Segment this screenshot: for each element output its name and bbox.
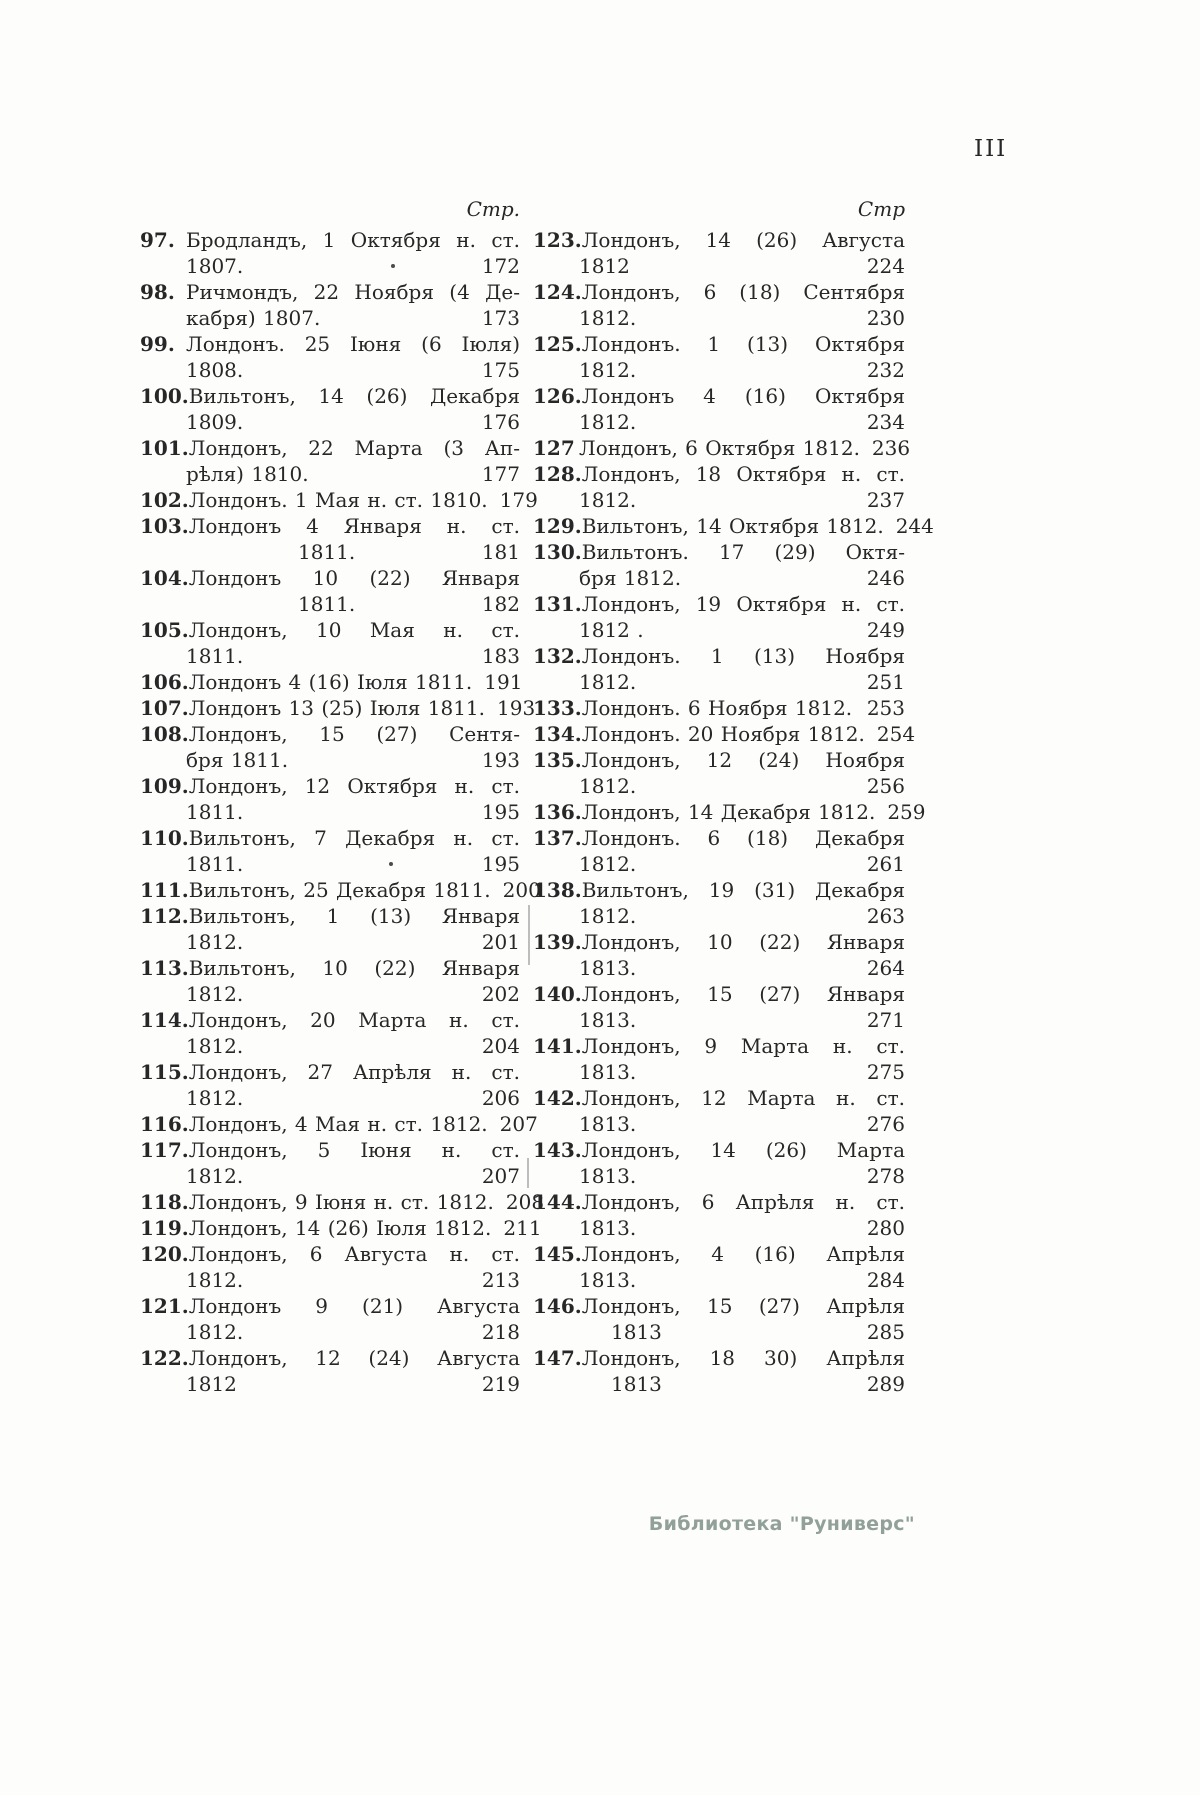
entry-page-ref: 230	[866, 306, 905, 330]
toc-entry-line	[533, 1163, 905, 1189]
toc-entry-line	[140, 591, 520, 617]
entry-page-ref: 204	[481, 1034, 520, 1058]
entry-text: кабря) 1807.	[186, 306, 321, 330]
entry-page-ref: 195	[481, 800, 520, 824]
entry-text: 1812.	[579, 904, 637, 928]
toc-entry-line	[140, 747, 520, 773]
toc-entry-line	[140, 903, 520, 929]
toc-entry-line	[533, 981, 905, 1007]
toc-entry-line	[533, 409, 905, 435]
entry-text: 1812	[186, 1372, 237, 1396]
entry-number: 133.	[533, 696, 582, 720]
toc-entry-line	[140, 773, 520, 799]
toc-entry-line	[533, 903, 905, 929]
entry-page-ref: 234	[866, 410, 905, 434]
toc-entry-line	[533, 747, 905, 773]
toc-column-left	[140, 196, 545, 1397]
entry-text: Вильтонъ. 17 (29) Октя-	[581, 540, 905, 564]
entry-page-ref: 206	[481, 1086, 520, 1110]
entry-number: 120.	[140, 1242, 189, 1266]
entry-text: Лондонъ, 12 (24) Ноября	[581, 748, 905, 772]
entry-text: Лондонъ, 5 Іюня н. ст.	[188, 1138, 520, 1162]
entry-text: Лондонъ, 12 Октября н. ст.	[188, 774, 520, 798]
toc-entry-line	[533, 253, 905, 279]
entry-text: 1813	[611, 1320, 662, 1344]
toc-entry-line	[533, 1033, 905, 1059]
entry-text: Лондонъ, 12 (24) Августа	[188, 1346, 520, 1370]
entry-text: Ричмондъ, 22 Ноября (4 Де-	[186, 280, 520, 304]
entry-number: 102.	[140, 488, 189, 512]
entry-text: Лондонъ, 4 Мая н. ст. 1812.	[188, 1112, 488, 1136]
entry-text: Лондонъ 13 (25) Іюля 1811.	[188, 696, 486, 720]
entry-page-ref: 211	[503, 1216, 542, 1240]
toc-entry-line	[140, 1241, 520, 1267]
entry-text: Лондонъ, 6 Апрѣля н. ст.	[581, 1190, 905, 1214]
entry-number: 147.	[533, 1346, 582, 1370]
entry-page-ref: 191	[484, 670, 523, 694]
entry-number: 132.	[533, 644, 582, 668]
entry-text: рѣля) 1810.	[186, 462, 309, 486]
entry-text: 1812.	[186, 1268, 244, 1292]
toc-entry-line	[533, 357, 905, 383]
entry-number: 127	[533, 436, 575, 460]
toc-entry-line	[140, 487, 538, 513]
entry-page-ref: 179	[499, 488, 538, 512]
entry-number: 105.	[140, 618, 189, 642]
toc-entry-line	[140, 1371, 520, 1397]
entry-page-ref: 246	[866, 566, 905, 590]
entry-text: Лондонъ, 15 (27) Сентя-	[188, 722, 520, 746]
entry-number: 103.	[140, 514, 189, 538]
toc-entry-line	[533, 331, 905, 357]
entry-text: Лондонъ, 22 Марта (3 Ап-	[188, 436, 520, 460]
entry-number: 97.	[140, 228, 175, 252]
library-watermark: Библиотека "Руниверс"	[648, 1513, 915, 1535]
entry-number: 126.	[533, 384, 582, 408]
entry-number: 99.	[140, 332, 175, 356]
entry-number: 122.	[140, 1346, 189, 1370]
toc-entry-line	[533, 1371, 905, 1397]
entry-page-ref: 244	[895, 514, 934, 538]
toc-entry-line	[533, 279, 905, 305]
toc-entry-line	[140, 513, 520, 539]
toc-entry-line	[140, 1085, 520, 1111]
toc-entry-line	[140, 669, 523, 695]
entry-text: Лондонъ. 1 (13) Ноября	[581, 644, 905, 668]
toc-entry-line	[533, 435, 911, 461]
toc-entry-line	[533, 669, 905, 695]
toc-entry-line	[533, 1189, 905, 1215]
toc-entry-line	[533, 227, 905, 253]
toc-entry-line	[533, 721, 916, 747]
entry-number: 98.	[140, 280, 175, 304]
entry-number: 144.	[533, 1190, 582, 1214]
entry-number: 129.	[533, 514, 582, 538]
entry-page-ref: 183	[481, 644, 520, 668]
entry-page-ref: 236	[871, 436, 911, 460]
entry-number: 140.	[533, 982, 582, 1006]
entry-number: 119.	[140, 1216, 189, 1240]
entry-text: Лондонъ 4 (16) Октября	[581, 384, 905, 408]
toc-entry-line	[533, 695, 905, 721]
toc-entry-line	[140, 253, 520, 279]
toc-entries-left	[140, 227, 545, 1397]
entry-text: 1813.	[579, 956, 637, 980]
entry-text: Лондонъ 4 (16) Іюля 1811.	[188, 670, 473, 694]
entry-text: Лондонъ, 14 (26) Марта	[581, 1138, 905, 1162]
entry-text: Вильтонъ, 1 (13) Января	[188, 904, 520, 928]
toc-entry-line	[533, 773, 905, 799]
entry-page-ref: 182	[481, 592, 520, 616]
entry-text: 1811.	[298, 592, 356, 616]
entry-text: Лондонъ. 6 (18) Декабря	[581, 826, 905, 850]
entry-text: Лондонъ 4 Января н. ст.	[188, 514, 520, 538]
entry-page-ref: 280	[866, 1216, 905, 1240]
entry-page-ref: 254	[876, 722, 916, 746]
toc-entry-line	[140, 643, 520, 669]
entry-number: 143.	[533, 1138, 582, 1162]
entry-text: Лондонъ. 1 (13) Октября	[581, 332, 905, 356]
toc-entry-line	[140, 565, 520, 591]
entry-text: Лондонъ, 14 Декабря 1812.	[581, 800, 876, 824]
entry-text: Лондонъ. 1 Мая н. ст. 1810.	[188, 488, 488, 512]
scan-line-artifact	[527, 1158, 529, 1188]
entry-page-ref: 289	[866, 1372, 905, 1396]
entry-text: Лондонъ 9 (21) Августа	[188, 1294, 520, 1318]
entry-page-ref: 284	[866, 1268, 905, 1292]
entry-number: 112.	[140, 904, 189, 928]
toc-entry-line	[533, 1345, 905, 1371]
entry-number: 117.	[140, 1138, 189, 1162]
toc-entry-line	[140, 461, 520, 487]
toc-entry-line	[533, 1267, 905, 1293]
entry-page-ref: 195	[481, 852, 520, 876]
toc-entry-line	[533, 929, 905, 955]
entry-text: Вильтонъ, 14 (26) Декабря	[188, 384, 520, 408]
entry-text: Лондонъ, 10 Мая н. ст.	[188, 618, 520, 642]
entry-text: Лондонъ. 25 Іюня (6 Іюля)	[186, 332, 520, 356]
toc-entry-line	[533, 461, 905, 487]
toc-entry-line	[140, 955, 520, 981]
entry-number: 137.	[533, 826, 582, 850]
toc-entry-line	[140, 409, 520, 435]
entry-number: 130.	[533, 540, 582, 564]
toc-entry-line	[140, 1293, 520, 1319]
entry-text: бря 1811.	[186, 748, 289, 772]
entry-text: 1812.	[186, 1164, 244, 1188]
toc-entry-line	[140, 1267, 520, 1293]
entry-page-ref: 181	[481, 540, 520, 564]
entry-page-ref: 285	[866, 1320, 905, 1344]
scan-speck	[391, 264, 395, 268]
entry-page-ref: 275	[866, 1060, 905, 1084]
toc-entry-line	[533, 643, 905, 669]
entry-number: 110.	[140, 826, 189, 850]
entry-page-ref: 259	[887, 800, 926, 824]
entry-text: Бродландъ, 1 Октября н. ст.	[186, 228, 520, 252]
entry-text: 1812.	[579, 852, 637, 876]
entry-text: Лондонъ, 14 (26) Августа	[581, 228, 905, 252]
entry-text: 1813	[611, 1372, 662, 1396]
entry-text: Вильтонъ, 10 (22) Января	[188, 956, 520, 980]
toc-entry-line	[533, 825, 905, 851]
entry-text: 1809.	[186, 410, 244, 434]
entry-page-ref: 213	[481, 1268, 520, 1292]
entry-number: 141.	[533, 1034, 582, 1058]
toc-entry-line	[140, 695, 536, 721]
scan-speck	[389, 862, 393, 866]
entry-text: 1812.	[186, 930, 244, 954]
entry-text: 1812.	[579, 488, 637, 512]
entry-text: Лондонъ, 12 Марта н. ст.	[581, 1086, 905, 1110]
entry-text: 1813.	[579, 1112, 637, 1136]
entry-text: Лондонъ, 9 Марта н. ст.	[581, 1034, 905, 1058]
entry-page-ref: 172	[481, 254, 520, 278]
entry-text: Лондонъ, 18 30) Апрѣля	[581, 1346, 905, 1370]
entry-text: Вильтонъ, 25 Декабря 1811.	[188, 878, 491, 902]
entry-text: 1812.	[186, 1320, 244, 1344]
entry-text: Лондонъ, 14 (26) Іюля 1812.	[188, 1216, 492, 1240]
entry-page-ref: 256	[866, 774, 905, 798]
entry-text: 1812.	[579, 670, 637, 694]
entry-number: 124.	[533, 280, 582, 304]
entry-page-ref: 207	[499, 1112, 538, 1136]
entry-text: 1811.	[186, 644, 244, 668]
entry-number: 125.	[533, 332, 582, 356]
entry-text: Лондонъ, 20 Марта н. ст.	[188, 1008, 520, 1032]
entry-number: 104.	[140, 566, 189, 590]
toc-entry-line	[533, 1007, 905, 1033]
toc-entry-line	[140, 227, 520, 253]
entry-page-ref: 271	[866, 1008, 905, 1032]
toc-entry-line	[533, 1085, 905, 1111]
entry-text: Лондонъ, 15 (27) Января	[581, 982, 905, 1006]
entry-page-ref: 201	[481, 930, 520, 954]
toc-entry-line	[140, 1059, 520, 1085]
toc-entry-line	[140, 981, 520, 1007]
entry-page-ref: 263	[866, 904, 905, 928]
toc-entry-line	[140, 1189, 545, 1215]
entry-number: 121.	[140, 1294, 189, 1318]
entry-text: 1812	[579, 254, 630, 278]
page-number-roman: III	[974, 136, 1008, 162]
entry-text: 1812.	[186, 1034, 244, 1058]
toc-entry-line	[533, 565, 905, 591]
toc-entry-line	[533, 1111, 905, 1137]
entry-page-ref: 261	[866, 852, 905, 876]
entry-page-ref: 177	[481, 462, 520, 486]
entry-number: 114.	[140, 1008, 189, 1032]
toc-entry-line	[140, 383, 520, 409]
entry-text: Лондонъ, 19 Октября н. ст.	[581, 592, 905, 616]
entry-page-ref: 200	[502, 878, 541, 902]
entry-text: бря 1812.	[579, 566, 682, 590]
entry-number: 123.	[533, 228, 582, 252]
entry-text: Лондонъ, 27 Апрѣля н. ст.	[188, 1060, 520, 1084]
entry-page-ref: 224	[866, 254, 905, 278]
entry-text: 1812.	[579, 410, 637, 434]
entry-text: 1811.	[186, 800, 244, 824]
entry-number: 139.	[533, 930, 582, 954]
entry-number: 131.	[533, 592, 582, 616]
entry-number: 146.	[533, 1294, 582, 1318]
entry-number: 142.	[533, 1086, 582, 1110]
toc-entry-line	[533, 1319, 905, 1345]
toc-entry-line	[533, 1293, 905, 1319]
entry-page-ref: 278	[866, 1164, 905, 1188]
toc-entry-line	[140, 305, 520, 331]
page-column-header: Стр.	[466, 197, 520, 221]
entry-text: 1812.	[579, 358, 637, 382]
entry-text: Лондонъ 10 (22) Января	[188, 566, 520, 590]
entry-number: 135.	[533, 748, 582, 772]
toc-entry-line	[140, 1345, 520, 1371]
entry-page-ref: 202	[481, 982, 520, 1006]
page-column-header: Стр	[857, 197, 905, 221]
entry-text: Лондонъ, 4 (16) Апрѣля	[581, 1242, 905, 1266]
toc-entry-line	[533, 617, 905, 643]
entry-text: Вильтонъ, 14 Октября 1812.	[581, 514, 884, 538]
toc-entry-line	[533, 305, 905, 331]
toc-entry-line	[533, 1059, 905, 1085]
toc-entry-line	[533, 591, 905, 617]
toc-entry-line	[533, 1215, 905, 1241]
entry-number: 136.	[533, 800, 582, 824]
entry-text: Лондонъ. 6 Ноября 1812.	[581, 696, 853, 720]
toc-entry-line	[140, 617, 520, 643]
entry-number: 101.	[140, 436, 189, 460]
entry-page-ref: 207	[481, 1164, 520, 1188]
toc-entry-line	[533, 1137, 905, 1163]
entry-page-ref: 249	[866, 618, 905, 642]
entry-text: 1812 .	[579, 618, 644, 642]
entry-page-ref: 176	[481, 410, 520, 434]
toc-entry-line	[140, 1007, 520, 1033]
toc-column-right	[533, 196, 934, 1397]
toc-entry-line	[140, 851, 520, 877]
entry-text: Лондонъ. 20 Ноября 1812.	[581, 722, 865, 746]
entry-text: 1813.	[579, 1164, 637, 1188]
entry-number: 109.	[140, 774, 189, 798]
entry-text: Лондонъ, 9 Іюня н. ст. 1812.	[188, 1190, 494, 1214]
entry-page-ref: 173	[481, 306, 520, 330]
entry-number: 107.	[140, 696, 189, 720]
toc-entry-line	[533, 955, 905, 981]
toc-entry-line	[140, 799, 520, 825]
entry-text: Лондонъ, 18 Октября н. ст.	[581, 462, 905, 486]
entry-page-ref: 276	[866, 1112, 905, 1136]
entry-page-ref: 251	[866, 670, 905, 694]
entry-text: Лондонъ, 10 (22) Января	[581, 930, 905, 954]
entry-page-ref: 237	[866, 488, 905, 512]
entry-number: 100.	[140, 384, 189, 408]
toc-entry-line	[140, 877, 541, 903]
toc-entry-line	[533, 799, 926, 825]
entry-text: 1807.	[186, 254, 244, 278]
entry-page-ref: 219	[481, 1372, 520, 1396]
entry-page-ref: 232	[866, 358, 905, 382]
entry-number: 113.	[140, 956, 189, 980]
toc-entry-line	[140, 435, 520, 461]
entry-text: 1813.	[579, 1216, 637, 1240]
toc-entry-line	[533, 383, 905, 409]
entry-page-ref: 193	[497, 696, 536, 720]
toc-entry-line	[140, 721, 520, 747]
entry-number: 108.	[140, 722, 189, 746]
toc-entry-line	[533, 851, 905, 877]
toc-entry-line	[533, 487, 905, 513]
entry-text: 1813.	[579, 1268, 637, 1292]
toc-entry-line	[533, 513, 934, 539]
entry-text: 1812.	[186, 1086, 244, 1110]
entry-text: Лондонъ, 6 Октября 1812.	[579, 436, 860, 460]
toc-entry-line	[140, 1137, 520, 1163]
entry-text: 1813.	[579, 1008, 637, 1032]
toc-entry-line	[140, 825, 520, 851]
entry-page-ref: 253	[866, 696, 905, 720]
entry-number: 138.	[533, 878, 582, 902]
entry-page-ref: 264	[866, 956, 905, 980]
entry-text: 1813.	[579, 1060, 637, 1084]
entry-number: 145.	[533, 1242, 582, 1266]
toc-entry-line	[140, 539, 520, 565]
toc-entry-line	[533, 877, 905, 903]
entry-text: 1812.	[579, 306, 637, 330]
entry-text: 1811.	[298, 540, 356, 564]
entry-page-ref: 175	[481, 358, 520, 382]
entry-number: 128.	[533, 462, 582, 486]
entry-page-ref: 208	[505, 1190, 545, 1214]
entry-number: 134.	[533, 722, 582, 746]
entry-text: 1808.	[186, 358, 244, 382]
entry-number: 116.	[140, 1112, 189, 1136]
toc-entry-line	[140, 1033, 520, 1059]
toc-entries-right	[533, 227, 934, 1397]
entry-number: 115.	[140, 1060, 189, 1084]
entry-text: Вильтонъ, 7 Декабря н. ст.	[188, 826, 520, 850]
entry-number: 111.	[140, 878, 189, 902]
scan-line-artifact	[528, 905, 530, 965]
entry-number: 118.	[140, 1190, 189, 1214]
entry-text: Лондонъ, 6 Августа н. ст.	[188, 1242, 520, 1266]
entry-text: 1811.	[186, 852, 244, 876]
toc-entry-line	[140, 357, 520, 383]
entry-text: 1812.	[579, 774, 637, 798]
toc-entry-line	[140, 1215, 542, 1241]
entry-text: Лондонъ, 15 (27) Апрѣля	[581, 1294, 905, 1318]
toc-entry-line	[533, 539, 905, 565]
entry-number: 106.	[140, 670, 189, 694]
toc-entry-line	[140, 1111, 538, 1137]
toc-entry-line	[533, 1241, 905, 1267]
entry-page-ref: 218	[481, 1320, 520, 1344]
toc-entry-line	[140, 331, 520, 357]
toc-entry-line	[140, 929, 520, 955]
toc-entry-line	[140, 1319, 520, 1345]
entry-text: Вильтонъ, 19 (31) Декабря	[581, 878, 905, 902]
toc-entry-line	[140, 1163, 520, 1189]
entry-text: 1812.	[186, 982, 244, 1006]
entry-page-ref: 193	[481, 748, 520, 772]
toc-entry-line	[140, 279, 520, 305]
entry-text: Лондонъ, 6 (18) Сентября	[581, 280, 905, 304]
